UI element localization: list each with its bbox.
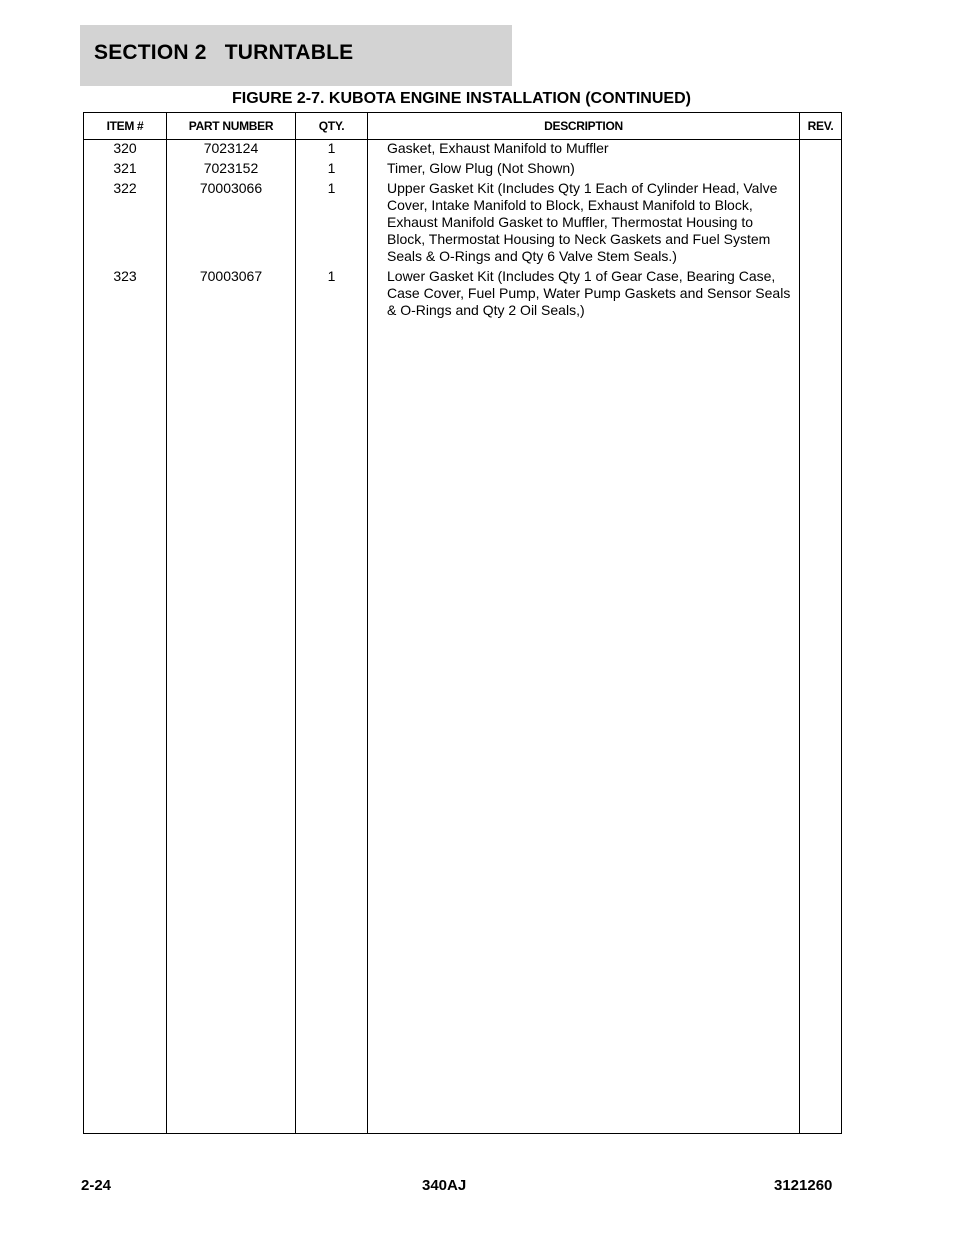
quantity: 1 — [296, 265, 368, 319]
revision — [800, 140, 842, 158]
description: Timer, Glow Plug (Not Shown) — [368, 157, 800, 177]
parts-table — [83, 112, 842, 1134]
page-number: 2-24 — [81, 1177, 112, 1194]
model-number: 340AJ — [422, 1177, 467, 1194]
empty-cell — [84, 319, 167, 1134]
section-title: SECTION 2 TURNTABLE — [94, 41, 354, 64]
revision — [800, 265, 842, 319]
description: Upper Gasket Kit (Includes Qty 1 Each of Cylinder Head, Valve Cover, Intake Manifold to Block, Exhaust Manifold to Block, Exhaust Manifold Gasket to Muffler, Thermostat Housing to Block, Thermostat Housing to Neck Gaskets and Fuel System Seals & O-Rings and Qty 6 Valve Stem Seals.) — [368, 177, 800, 265]
item-number: 322 — [84, 177, 167, 265]
quantity: 1 — [296, 140, 368, 158]
description: Gasket, Exhaust Manifold to Muffler — [368, 140, 800, 158]
part-number: 7023152 — [167, 157, 296, 177]
quantity: 1 — [296, 157, 368, 177]
column-header-part-number: PART NUMBER — [167, 113, 296, 140]
table-row — [84, 177, 842, 265]
part-number: 70003066 — [167, 177, 296, 265]
item-number: 321 — [84, 157, 167, 177]
description: Lower Gasket Kit (Includes Qty 1 of Gear Case, Bearing Case, Case Cover, Fuel Pump, Water Pump Gaskets and Sensor Seals & O-Rings and Qty 2 Oil Seals,) — [368, 265, 800, 319]
table-header-row — [84, 113, 842, 140]
table-filler-row — [84, 319, 842, 1134]
manual-number: 3121260 — [774, 1177, 833, 1194]
section-banner — [80, 25, 512, 86]
revision — [800, 177, 842, 265]
table-row — [84, 140, 842, 158]
figure-title: FIGURE 2-7. KUBOTA ENGINE INSTALLATION (CONTINUED) — [232, 90, 691, 107]
quantity: 1 — [296, 177, 368, 265]
table-row — [84, 157, 842, 177]
empty-cell — [800, 319, 842, 1134]
empty-cell — [296, 319, 368, 1134]
column-header-qty: QTY. — [296, 113, 368, 140]
part-number: 7023124 — [167, 140, 296, 158]
column-header-description: DESCRIPTION — [368, 113, 800, 140]
revision — [800, 157, 842, 177]
column-header-rev: REV. — [800, 113, 842, 140]
item-number: 323 — [84, 265, 167, 319]
part-number: 70003067 — [167, 265, 296, 319]
empty-cell — [167, 319, 296, 1134]
column-header-item: ITEM # — [84, 113, 167, 140]
empty-cell — [368, 319, 800, 1134]
item-number: 320 — [84, 140, 167, 158]
table-row — [84, 265, 842, 319]
